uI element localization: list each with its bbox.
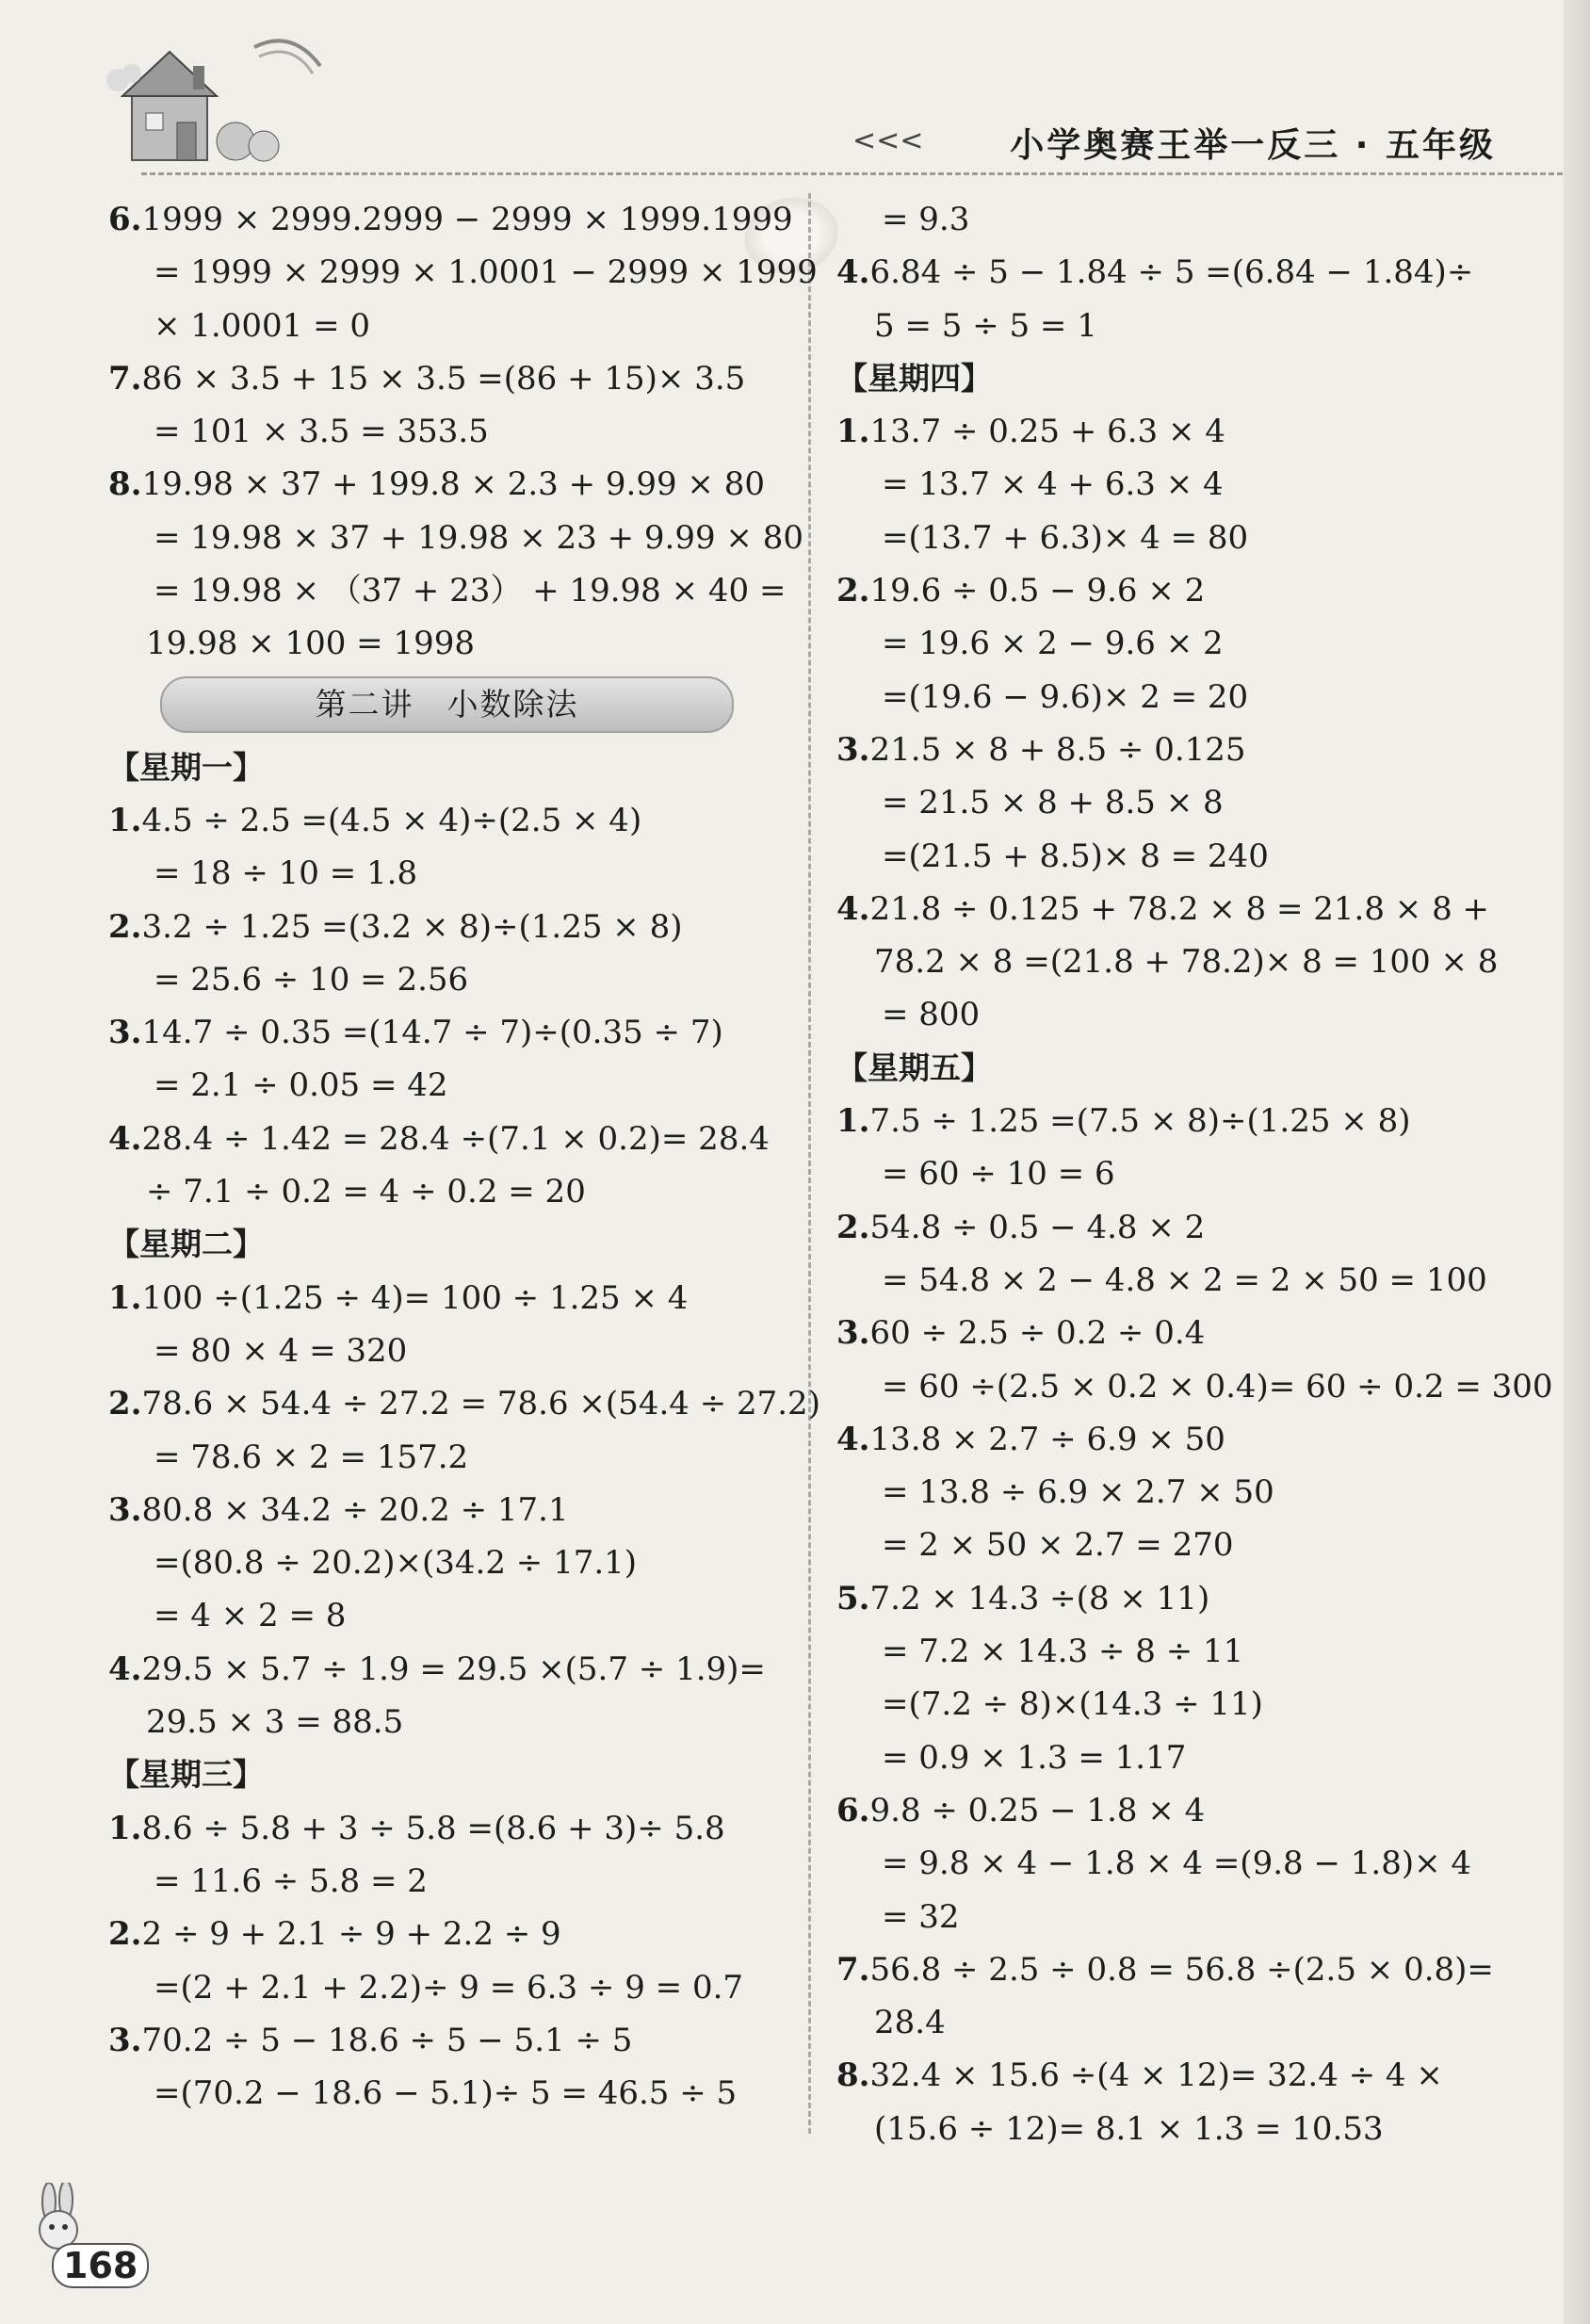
solution-line bbox=[836, 512, 1505, 564]
header-divider bbox=[141, 172, 1571, 175]
solution-line bbox=[836, 193, 1505, 246]
weekday-heading: 【星期二】 bbox=[108, 1226, 264, 1263]
solution-line bbox=[836, 776, 1505, 829]
problem-number: 7. bbox=[836, 1950, 870, 1989]
solution-line bbox=[836, 1625, 1505, 1678]
solution-line bbox=[836, 1307, 1505, 1359]
equation-text: 9.8 ÷ 0.25 − 1.8 × 4 bbox=[869, 1791, 1206, 1829]
equation-text: (15.6 ÷ 12)= 8.1 × 1.3 = 10.53 bbox=[874, 2109, 1384, 2148]
column-divider bbox=[808, 193, 811, 2134]
equation-text: =(80.8 ÷ 20.2)×(34.2 ÷ 17.1) bbox=[154, 1544, 638, 1583]
solution-line bbox=[836, 830, 1505, 883]
equation-text: 3.2 ÷ 1.25 =(3.2 × 8)÷(1.25 × 8) bbox=[141, 907, 683, 946]
solution-line bbox=[836, 1360, 1553, 1413]
equation-text: = 54.8 × 2 − 4.8 × 2 = 2 × 50 = 100 bbox=[882, 1260, 1487, 1299]
equation-text: 86 × 3.5 + 15 × 3.5 =(86 + 15)× 3.5 bbox=[141, 359, 746, 398]
equation-text: 7.2 × 14.3 ÷(8 × 11) bbox=[869, 1579, 1210, 1617]
solution-line bbox=[108, 617, 796, 670]
equation-text: =(70.2 − 18.6 − 5.1)÷ 5 = 46.5 ÷ 5 bbox=[154, 2074, 738, 2113]
weekday-heading: 【星期三】 bbox=[108, 1756, 264, 1794]
equation-text: 13.7 ÷ 0.25 + 6.3 × 4 bbox=[869, 413, 1225, 451]
problem-number: 5. bbox=[836, 1579, 870, 1617]
solution-line bbox=[836, 2049, 1505, 2102]
equation-text: = 19.98 × 37 + 19.98 × 23 + 9.99 × 80 bbox=[154, 518, 803, 557]
problem-number: 4. bbox=[108, 1650, 142, 1688]
equation-text: 28.4 ÷ 1.42 = 28.4 ÷(7.1 × 0.2)= 28.4 bbox=[141, 1119, 770, 1158]
right-column bbox=[836, 193, 1553, 2155]
solution-line bbox=[836, 935, 1505, 988]
problem-number: 3. bbox=[836, 730, 870, 769]
solution-line bbox=[836, 1731, 1505, 1784]
problem-number: 4. bbox=[108, 1119, 142, 1158]
solution-line bbox=[836, 1678, 1505, 1731]
solution-line bbox=[108, 2014, 796, 2067]
equation-text: 5 = 5 ÷ 5 = 1 bbox=[874, 306, 1097, 345]
problem-number: 2. bbox=[108, 907, 142, 946]
solution-line bbox=[836, 1572, 1505, 1625]
equation-text: 7.5 ÷ 1.25 =(7.5 × 8)÷(1.25 × 8) bbox=[869, 1102, 1411, 1141]
equation-text: =(13.7 + 6.3)× 4 = 80 bbox=[882, 518, 1249, 557]
equation-text: = 2 × 50 × 2.7 = 270 bbox=[882, 1526, 1234, 1565]
page-number: 168 bbox=[52, 2243, 149, 2288]
equation-text: ÷ 7.1 ÷ 0.2 = 4 ÷ 0.2 = 20 bbox=[146, 1173, 586, 1211]
problem-number: 7. bbox=[108, 359, 142, 398]
problem-number: 6. bbox=[836, 1791, 870, 1829]
weekday-heading: 【星期四】 bbox=[836, 359, 992, 397]
equation-text: 19.98 × 100 = 1998 bbox=[146, 625, 475, 663]
solution-line bbox=[836, 1996, 1505, 2049]
equation-text: 19.98 × 37 + 199.8 × 2.3 + 9.99 × 80 bbox=[141, 465, 765, 504]
weekday-heading: 【星期五】 bbox=[836, 1048, 992, 1086]
solution-line bbox=[108, 564, 796, 617]
equation-text: = 60 ÷(2.5 × 0.2 × 0.4)= 60 ÷ 0.2 = 300 bbox=[882, 1367, 1553, 1406]
solution-line bbox=[108, 1536, 796, 1589]
solution-line bbox=[108, 1908, 796, 1960]
solution-line bbox=[108, 1113, 796, 1165]
problem-number: 1. bbox=[108, 801, 142, 839]
equation-text: 56.8 ÷ 2.5 ÷ 0.8 = 56.8 ÷(2.5 × 0.8)= bbox=[869, 1950, 1494, 1989]
left-column bbox=[108, 193, 820, 2120]
solution-line bbox=[836, 1519, 1505, 1571]
equation-text: = 800 bbox=[882, 996, 981, 1034]
equation-text: 78.2 × 8 =(21.8 + 78.2)× 8 = 100 × 8 bbox=[874, 943, 1499, 982]
solution-line bbox=[108, 1165, 796, 1218]
lecture-title: 第二讲 小数除法 bbox=[160, 676, 734, 733]
problem-number: 3. bbox=[108, 1014, 142, 1052]
house-illustration bbox=[104, 28, 330, 170]
equation-text: =(2 + 2.1 + 2.2)÷ 9 = 6.3 ÷ 9 = 0.7 bbox=[154, 1968, 744, 2007]
header-arrows: <<< bbox=[852, 124, 924, 157]
solution-line bbox=[836, 1943, 1505, 1996]
equation-text: 21.5 × 8 + 8.5 ÷ 0.125 bbox=[869, 730, 1246, 769]
solution-line bbox=[108, 953, 796, 1006]
solution-line bbox=[836, 617, 1505, 670]
equation-text: 60 ÷ 2.5 ÷ 0.2 ÷ 0.4 bbox=[869, 1314, 1206, 1353]
equation-text: 54.8 ÷ 0.5 − 4.8 × 2 bbox=[869, 1208, 1206, 1246]
equation-text: = 78.6 × 2 = 157.2 bbox=[154, 1438, 469, 1476]
solution-line bbox=[836, 1837, 1505, 1890]
equation-text: = 80 × 4 = 320 bbox=[154, 1331, 408, 1370]
lecture-heading bbox=[108, 671, 796, 741]
equation-text: = 19.98 × （37 + 23） + 19.98 × 40 = bbox=[154, 572, 787, 610]
problem-number: 1. bbox=[836, 413, 870, 451]
solution-line bbox=[836, 2103, 1505, 2155]
equation-text: = 0.9 × 1.3 = 1.17 bbox=[882, 1738, 1187, 1777]
solution-line bbox=[836, 1201, 1505, 1254]
solution-line bbox=[836, 405, 1505, 458]
equation-text: = 13.7 × 4 + 6.3 × 4 bbox=[882, 465, 1224, 504]
solution-line bbox=[108, 2067, 796, 2120]
solution-line bbox=[836, 564, 1505, 617]
solution-line bbox=[836, 1095, 1505, 1147]
solution-line bbox=[108, 300, 796, 352]
equation-text: 2 ÷ 9 + 2.1 ÷ 9 + 2.2 ÷ 9 bbox=[141, 1915, 561, 1954]
problem-number: 8. bbox=[836, 2056, 870, 2095]
solution-line bbox=[108, 1059, 796, 1112]
solution-line bbox=[108, 1431, 796, 1484]
book-title: 小学奥赛王举一反三 · 五年级 bbox=[1010, 126, 1496, 165]
solution-line bbox=[108, 901, 796, 953]
solution-line bbox=[836, 883, 1505, 935]
equation-text: = 11.6 ÷ 5.8 = 2 bbox=[154, 1861, 428, 1900]
equation-text: 14.7 ÷ 0.35 =(14.7 ÷ 7)÷(0.35 ÷ 7) bbox=[141, 1014, 723, 1052]
equation-text: 8.6 ÷ 5.8 + 3 ÷ 5.8 =(8.6 + 3)÷ 5.8 bbox=[141, 1809, 725, 1847]
equation-text: = 1999 × 2999 × 1.0001 − 2999 × 1999 bbox=[154, 253, 818, 292]
equation-text: = 18 ÷ 10 = 1.8 bbox=[154, 854, 418, 893]
solution-line bbox=[108, 1006, 796, 1059]
problem-number: 2. bbox=[108, 1385, 142, 1423]
solution-line bbox=[108, 1325, 796, 1377]
solution-line bbox=[108, 1961, 796, 2014]
solution-line bbox=[836, 458, 1505, 511]
problem-number: 2. bbox=[108, 1915, 142, 1954]
equation-text: = 32 bbox=[882, 1897, 960, 1936]
equation-text: =(21.5 + 8.5)× 8 = 240 bbox=[882, 837, 1269, 875]
equation-text: = 2.1 ÷ 0.05 = 42 bbox=[154, 1066, 448, 1105]
problem-number: 3. bbox=[108, 1490, 142, 1529]
equation-text: 4.5 ÷ 2.5 =(4.5 × 4)÷(2.5 × 4) bbox=[141, 801, 642, 839]
solution-line bbox=[836, 1413, 1505, 1466]
solution-line bbox=[108, 405, 796, 458]
solution-line bbox=[108, 1643, 796, 1696]
equation-text: 70.2 ÷ 5 − 18.6 ÷ 5 − 5.1 ÷ 5 bbox=[141, 2021, 633, 2059]
equation-text: 80.8 × 34.2 ÷ 20.2 ÷ 17.1 bbox=[141, 1490, 569, 1529]
solution-line bbox=[836, 246, 1505, 299]
solution-line bbox=[108, 193, 796, 246]
solution-line bbox=[108, 458, 796, 511]
equation-text: = 7.2 × 14.3 ÷ 8 ÷ 11 bbox=[882, 1633, 1244, 1671]
solution-line bbox=[108, 1272, 796, 1325]
equation-text: = 19.6 × 2 − 9.6 × 2 bbox=[882, 625, 1224, 663]
problem-number: 4. bbox=[836, 253, 870, 292]
equation-text: = 60 ÷ 10 = 6 bbox=[882, 1155, 1115, 1194]
equation-text: = 9.8 × 4 − 1.8 × 4 =(9.8 − 1.8)× 4 bbox=[882, 1845, 1472, 1883]
solution-line bbox=[836, 988, 1505, 1041]
solution-line bbox=[836, 671, 1505, 723]
solution-line bbox=[108, 1802, 796, 1855]
equation-text: 29.5 × 3 = 88.5 bbox=[146, 1703, 404, 1742]
equation-text: = 9.3 bbox=[882, 201, 970, 238]
problem-number: 6. bbox=[108, 201, 142, 238]
page-edge bbox=[1564, 0, 1590, 2324]
problem-number: 2. bbox=[836, 572, 870, 610]
equation-text: = 4 × 2 = 8 bbox=[154, 1597, 347, 1635]
equation-text: 78.6 × 54.4 ÷ 27.2 = 78.6 ×(54.4 ÷ 27.2) bbox=[141, 1385, 820, 1423]
equation-text: = 13.8 ÷ 6.9 × 2.7 × 50 bbox=[882, 1473, 1274, 1512]
equation-text: =(7.2 ÷ 8)×(14.3 ÷ 11) bbox=[882, 1685, 1263, 1724]
solution-line bbox=[836, 1147, 1505, 1200]
solution-line bbox=[108, 1484, 796, 1536]
equation-text: 29.5 × 5.7 ÷ 1.9 = 29.5 ×(5.7 ÷ 1.9)= bbox=[141, 1650, 766, 1688]
equation-text: 100 ÷(1.25 ÷ 4)= 100 ÷ 1.25 × 4 bbox=[141, 1278, 689, 1317]
solution-line bbox=[108, 512, 803, 564]
equation-text: 28.4 bbox=[874, 2004, 946, 2042]
problem-number: 1. bbox=[108, 1278, 142, 1317]
problem-number: 1. bbox=[108, 1809, 142, 1847]
equation-text: 6.84 ÷ 5 − 1.84 ÷ 5 =(6.84 − 1.84)÷ bbox=[869, 253, 1474, 292]
solution-line bbox=[108, 246, 818, 299]
problem-number: 1. bbox=[836, 1102, 870, 1141]
equation-text: = 21.5 × 8 + 8.5 × 8 bbox=[882, 784, 1224, 822]
solution-line bbox=[108, 352, 796, 405]
problem-number: 4. bbox=[836, 1420, 870, 1458]
equation-text: =(19.6 − 9.6)× 2 = 20 bbox=[882, 677, 1249, 716]
solution-line bbox=[836, 723, 1505, 776]
equation-text: = 25.6 ÷ 10 = 2.56 bbox=[154, 960, 469, 999]
problem-number: 4. bbox=[836, 889, 870, 928]
solution-line bbox=[836, 1891, 1505, 1943]
problem-number: 3. bbox=[108, 2021, 142, 2059]
problem-number: 3. bbox=[836, 1314, 870, 1353]
equation-text: 32.4 × 15.6 ÷(4 × 12)= 32.4 ÷ 4 × bbox=[869, 2056, 1443, 2095]
solution-line bbox=[836, 1784, 1505, 1837]
solution-line bbox=[836, 1466, 1505, 1519]
solution-line bbox=[108, 1377, 820, 1430]
equation-text: 19.6 ÷ 0.5 − 9.6 × 2 bbox=[869, 572, 1206, 610]
solution-line bbox=[108, 1589, 796, 1642]
solution-line bbox=[836, 300, 1505, 352]
solution-line bbox=[108, 1855, 796, 1908]
problem-number: 8. bbox=[108, 465, 142, 504]
equation-text: = 101 × 3.5 = 353.5 bbox=[154, 413, 489, 451]
solution-line bbox=[108, 794, 796, 847]
solution-line bbox=[108, 1696, 796, 1748]
solution-line bbox=[108, 847, 796, 900]
equation-text: 13.8 × 2.7 ÷ 6.9 × 50 bbox=[869, 1420, 1225, 1458]
equation-text: 21.8 ÷ 0.125 + 78.2 × 8 = 21.8 × 8 + bbox=[869, 889, 1490, 928]
problem-number: 2. bbox=[836, 1208, 870, 1246]
weekday-heading: 【星期一】 bbox=[108, 748, 264, 786]
equation-text: × 1.0001 = 0 bbox=[154, 306, 370, 345]
solution-line bbox=[836, 1254, 1505, 1307]
equation-text: 1999 × 2999.2999 − 2999 × 1999.1999 bbox=[141, 201, 793, 238]
